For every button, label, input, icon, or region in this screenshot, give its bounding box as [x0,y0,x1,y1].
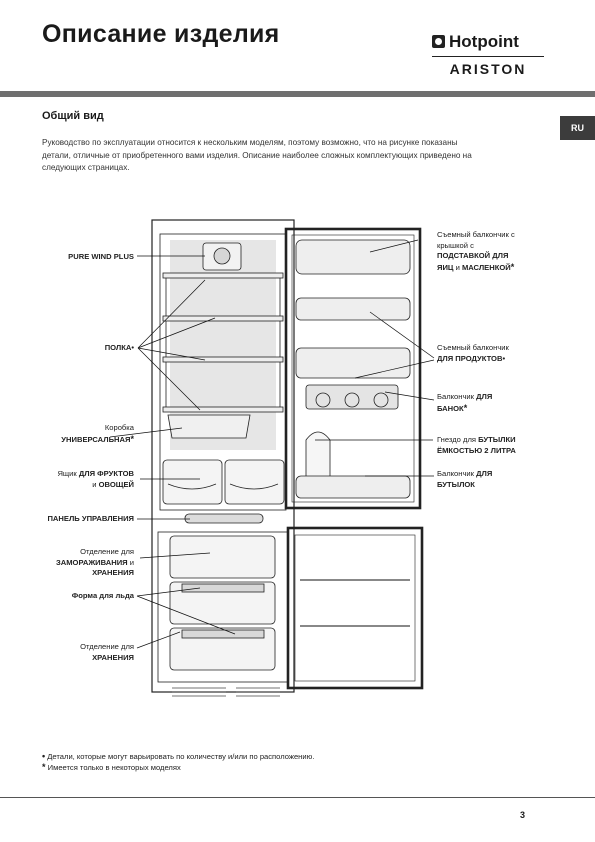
label-line [437,354,577,365]
label-line: Коробка [104,423,134,432]
label-text: и [453,262,462,272]
label-ice-tray: Форма для льда [71,591,134,600]
section-title: Общий вид [42,110,104,122]
fridge-shelf [163,316,283,321]
label-line [437,403,577,415]
intro-line: детали, отличные от приобретенного вами изделия. Описание наиболее сложных комплектующих приведено на [42,150,472,160]
label-shelf-text: ПОЛКА [104,343,132,352]
footnotes [42,751,314,773]
fridge-shelf [163,357,283,362]
label-text: УНИВЕРСАЛЬНАЯ [61,434,131,444]
label-line [437,469,577,480]
label-line: крышкой с [437,240,474,250]
universal-box [168,415,250,438]
door-balcony [296,348,410,378]
label-text: Ящик [57,469,79,478]
label-text: ДЛЯ ПРОДУКТОВ [437,353,503,363]
ice-tray [182,584,264,592]
label-text: МАСЛЕНКОЙ [461,262,511,272]
label-text: БАНОК [437,403,464,413]
fan-icon [214,248,230,264]
label-line: Съемный балкончик с [437,230,515,239]
label-shelf [20,343,134,354]
freezer-door [288,528,422,688]
label-line: ХРАНЕНИЯ [92,652,134,662]
label-text: и [92,479,99,489]
crisper-drawer-left [163,460,222,504]
label-storage [20,642,134,663]
asterisk-mark: • [42,751,46,761]
footnote-text: Имеется только в некоторых моделях [47,763,181,772]
label-text: ДЛЯ [476,469,493,478]
page-number: 3 [520,810,526,820]
label-line: БУТЫЛОК [437,479,475,489]
label-text: Балкончик [437,392,477,401]
label-line [437,392,577,403]
label-line [20,558,134,569]
label-text: ЯИЦ [437,262,454,272]
language-tab: RU [560,116,595,140]
label-line: Съемный балкончик [437,343,509,352]
label-line: ПОДСТАВКОЙ ДЛЯ [437,251,509,260]
label-bottle-balcony [437,469,577,490]
page-title: Описание изделия [42,20,280,48]
label-line [20,469,134,480]
door-balcony-bottles [296,476,410,498]
freezer-drawer [170,536,275,578]
label-product-balcony [437,343,577,364]
label-text: БУТЫЛКИ [478,435,516,444]
crisper-drawer-right [225,460,284,504]
intro-line: следующих страницах. [42,163,130,172]
door-balcony [296,298,410,320]
bullet-mark: • [502,353,506,363]
label-line [437,435,582,446]
label-line [437,262,577,274]
label-text: Балкончик [437,469,477,478]
can-holder [306,385,398,409]
intro-line: Руководство по эксплуатации относится к нескольким моделям, поэтому возможно, что на рисунке показаны [42,138,458,147]
control-panel [185,514,263,523]
label-universal-box [20,423,134,445]
label-text: ДЛЯ ФРУКТОВ [78,469,134,478]
label-line [20,480,134,491]
label-line: ХРАНЕНИЯ [92,568,134,577]
footer-rule [0,797,595,798]
label-line: Отделение для [80,547,134,556]
label-bottle-holder [437,435,582,456]
asterisk-mark: * [130,433,134,444]
asterisk-mark: * [510,261,515,272]
label-line: Отделение для [80,642,134,651]
label-text: ДЛЯ [476,392,493,401]
footnote [42,762,314,773]
asterisk-mark: * [42,762,46,772]
fridge-shelf [163,407,283,412]
bottle-holder [306,432,330,482]
vent-grille [172,688,280,696]
asterisk-mark: * [463,402,468,413]
label-lid-balcony [437,230,577,273]
ice-tray [182,630,264,638]
brand-subname: ARISTON [449,61,527,77]
label-line [20,434,134,446]
label-freezer [20,547,134,579]
door-balcony-lid [296,240,410,274]
label-text: Гнездо для [437,435,479,444]
label-line: ЁМКОСТЬЮ 2 ЛИТРА [437,445,516,455]
label-text: ОВОЩЕЙ [98,479,134,489]
footnote-text: Детали, которые могут варьировать по количеству и/или по расположению. [47,752,315,761]
label-control-panel: ПАНЕЛЬ УПРАВЛЕНИЯ [47,514,134,523]
label-crisper [20,469,134,490]
label-pure-wind: PURE WIND PLUS [68,252,134,261]
label-text: и [127,557,134,567]
label-text: ЗАМОРАЖИВАНИЯ [55,557,128,567]
fridge-shelf [163,273,283,278]
bullet-mark: • [131,343,134,352]
label-can-balcony [437,392,577,414]
brand-name: Hotpoint [449,32,519,51]
footnote [42,751,314,762]
